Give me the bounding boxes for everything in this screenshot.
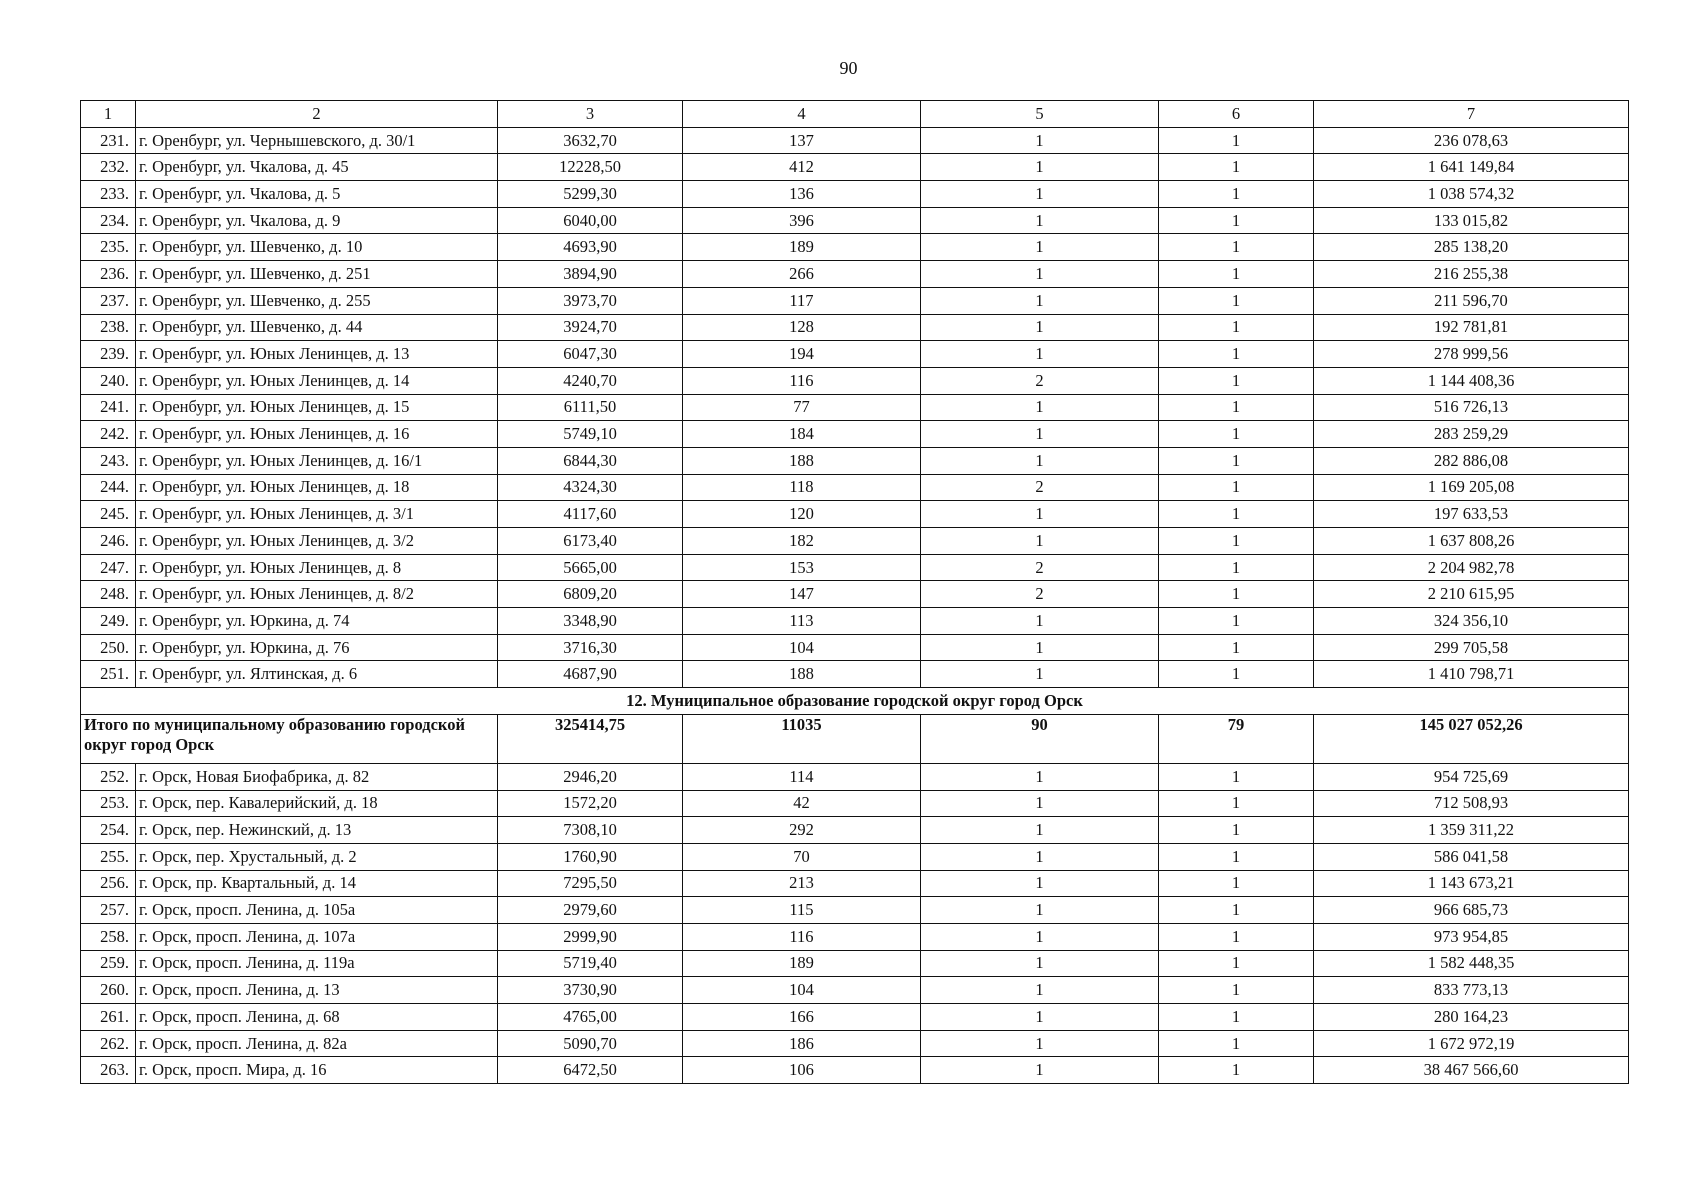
residents-cell: 147 bbox=[683, 581, 921, 608]
col-5-cell: 2 bbox=[921, 554, 1159, 581]
col-5-cell: 1 bbox=[921, 897, 1159, 924]
total-col-6: 79 bbox=[1159, 714, 1314, 763]
col-5-cell: 1 bbox=[921, 447, 1159, 474]
table-row bbox=[81, 608, 1629, 635]
table-row bbox=[81, 447, 1629, 474]
column-header: 1 bbox=[81, 101, 136, 128]
cost-cell: 1 038 574,32 bbox=[1314, 181, 1629, 208]
address-cell: г. Оренбург, ул. Юных Ленинцев, д. 18 bbox=[136, 474, 498, 501]
area-cell: 5749,10 bbox=[498, 421, 683, 448]
row-number-cell: 231. bbox=[81, 127, 136, 154]
residents-cell: 137 bbox=[683, 127, 921, 154]
cost-cell: 283 259,29 bbox=[1314, 421, 1629, 448]
col-5-cell: 1 bbox=[921, 661, 1159, 688]
col-5-cell: 2 bbox=[921, 474, 1159, 501]
row-number-cell: 256. bbox=[81, 870, 136, 897]
col-6-cell: 1 bbox=[1159, 234, 1314, 261]
page-number: 90 bbox=[839, 58, 858, 78]
address-cell: г. Орск, просп. Ленина, д. 119а bbox=[136, 950, 498, 977]
residents-cell: 186 bbox=[683, 1030, 921, 1057]
table-row bbox=[81, 634, 1629, 661]
area-cell: 4324,30 bbox=[498, 474, 683, 501]
address-cell: г. Оренбург, ул. Юных Ленинцев, д. 3/1 bbox=[136, 501, 498, 528]
address-cell: г. Оренбург, ул. Шевченко, д. 255 bbox=[136, 287, 498, 314]
total-label: Итого по муниципальному образованию городской округ город Орск bbox=[81, 714, 498, 763]
col-6-cell: 1 bbox=[1159, 207, 1314, 234]
table-row bbox=[81, 528, 1629, 555]
table-row bbox=[81, 181, 1629, 208]
row-number-cell: 257. bbox=[81, 897, 136, 924]
area-cell: 6472,50 bbox=[498, 1057, 683, 1084]
row-number-cell: 259. bbox=[81, 950, 136, 977]
col-6-cell: 1 bbox=[1159, 261, 1314, 288]
row-number-cell: 232. bbox=[81, 154, 136, 181]
table-row bbox=[81, 1057, 1629, 1084]
col-5-cell: 1 bbox=[921, 287, 1159, 314]
cost-cell: 712 508,93 bbox=[1314, 790, 1629, 817]
address-cell: г. Оренбург, ул. Юных Ленинцев, д. 8 bbox=[136, 554, 498, 581]
residents-cell: 153 bbox=[683, 554, 921, 581]
col-6-cell: 1 bbox=[1159, 367, 1314, 394]
row-number-cell: 261. bbox=[81, 1004, 136, 1031]
address-cell: г. Оренбург, ул. Чкалова, д. 5 bbox=[136, 181, 498, 208]
address-cell: г. Орск, пер. Нежинский, д. 13 bbox=[136, 817, 498, 844]
address-cell: г. Орск, просп. Ленина, д. 68 bbox=[136, 1004, 498, 1031]
column-header: 3 bbox=[498, 101, 683, 128]
area-cell: 5299,30 bbox=[498, 181, 683, 208]
row-number-cell: 253. bbox=[81, 790, 136, 817]
address-cell: г. Орск, просп. Ленина, д. 82а bbox=[136, 1030, 498, 1057]
residents-cell: 136 bbox=[683, 181, 921, 208]
col-6-cell: 1 bbox=[1159, 843, 1314, 870]
row-number-cell: 248. bbox=[81, 581, 136, 608]
table-row bbox=[81, 897, 1629, 924]
cost-cell: 216 255,38 bbox=[1314, 261, 1629, 288]
col-6-cell: 1 bbox=[1159, 154, 1314, 181]
address-cell: г. Оренбург, ул. Шевченко, д. 44 bbox=[136, 314, 498, 341]
residents-cell: 188 bbox=[683, 661, 921, 688]
area-cell: 6111,50 bbox=[498, 394, 683, 421]
address-cell: г. Оренбург, ул. Чкалова, д. 45 bbox=[136, 154, 498, 181]
cost-cell: 2 204 982,78 bbox=[1314, 554, 1629, 581]
cost-cell: 282 886,08 bbox=[1314, 447, 1629, 474]
col-6-cell: 1 bbox=[1159, 817, 1314, 844]
cost-cell: 2 210 615,95 bbox=[1314, 581, 1629, 608]
row-number-cell: 250. bbox=[81, 634, 136, 661]
column-header: 5 bbox=[921, 101, 1159, 128]
col-5-cell: 1 bbox=[921, 608, 1159, 635]
address-cell: г. Орск, просп. Ленина, д. 105а bbox=[136, 897, 498, 924]
col-6-cell: 1 bbox=[1159, 661, 1314, 688]
table-row bbox=[81, 977, 1629, 1004]
cost-cell: 236 078,63 bbox=[1314, 127, 1629, 154]
area-cell: 3894,90 bbox=[498, 261, 683, 288]
total-row bbox=[81, 714, 1629, 763]
area-cell: 2999,90 bbox=[498, 923, 683, 950]
address-cell: г. Орск, пер. Хрустальный, д. 2 bbox=[136, 843, 498, 870]
area-cell: 6047,30 bbox=[498, 341, 683, 368]
col-5-cell: 1 bbox=[921, 261, 1159, 288]
col-5-cell: 1 bbox=[921, 394, 1159, 421]
cost-cell: 1 359 311,22 bbox=[1314, 817, 1629, 844]
col-5-cell: 1 bbox=[921, 1057, 1159, 1084]
residents-cell: 194 bbox=[683, 341, 921, 368]
cost-cell: 1 637 808,26 bbox=[1314, 528, 1629, 555]
table-row bbox=[81, 261, 1629, 288]
row-number-cell: 234. bbox=[81, 207, 136, 234]
table-row bbox=[81, 207, 1629, 234]
area-cell: 4693,90 bbox=[498, 234, 683, 261]
address-cell: г. Орск, пер. Кавалерийский, д. 18 bbox=[136, 790, 498, 817]
cost-cell: 516 726,13 bbox=[1314, 394, 1629, 421]
col-6-cell: 1 bbox=[1159, 790, 1314, 817]
col-6-cell: 1 bbox=[1159, 950, 1314, 977]
cost-cell: 1 144 408,36 bbox=[1314, 367, 1629, 394]
table-row bbox=[81, 234, 1629, 261]
cost-cell: 278 999,56 bbox=[1314, 341, 1629, 368]
col-6-cell: 1 bbox=[1159, 127, 1314, 154]
col-5-cell: 1 bbox=[921, 528, 1159, 555]
area-cell: 6040,00 bbox=[498, 207, 683, 234]
table-row bbox=[81, 394, 1629, 421]
col-6-cell: 1 bbox=[1159, 870, 1314, 897]
total-area: 325414,75 bbox=[498, 714, 683, 763]
cost-cell: 280 164,23 bbox=[1314, 1004, 1629, 1031]
col-6-cell: 1 bbox=[1159, 897, 1314, 924]
area-cell: 6844,30 bbox=[498, 447, 683, 474]
row-number-cell: 245. bbox=[81, 501, 136, 528]
table-row bbox=[81, 341, 1629, 368]
col-5-cell: 2 bbox=[921, 367, 1159, 394]
col-5-cell: 1 bbox=[921, 1004, 1159, 1031]
address-cell: г. Орск, просп. Ленина, д. 13 bbox=[136, 977, 498, 1004]
area-cell: 5090,70 bbox=[498, 1030, 683, 1057]
area-cell: 6173,40 bbox=[498, 528, 683, 555]
address-cell: г. Орск, просп. Ленина, д. 107а bbox=[136, 923, 498, 950]
col-6-cell: 1 bbox=[1159, 501, 1314, 528]
area-cell: 7295,50 bbox=[498, 870, 683, 897]
cost-cell: 954 725,69 bbox=[1314, 763, 1629, 790]
address-cell: г. Оренбург, ул. Юных Ленинцев, д. 16/1 bbox=[136, 447, 498, 474]
residents-cell: 189 bbox=[683, 950, 921, 977]
area-cell: 3632,70 bbox=[498, 127, 683, 154]
residents-cell: 104 bbox=[683, 634, 921, 661]
cost-cell: 1 169 205,08 bbox=[1314, 474, 1629, 501]
col-5-cell: 1 bbox=[921, 181, 1159, 208]
cost-cell: 197 633,53 bbox=[1314, 501, 1629, 528]
area-cell: 12228,50 bbox=[498, 154, 683, 181]
row-number-cell: 238. bbox=[81, 314, 136, 341]
col-5-cell: 2 bbox=[921, 581, 1159, 608]
residents-cell: 166 bbox=[683, 1004, 921, 1031]
table-row bbox=[81, 1004, 1629, 1031]
residents-cell: 292 bbox=[683, 817, 921, 844]
col-6-cell: 1 bbox=[1159, 341, 1314, 368]
cost-cell: 1 672 972,19 bbox=[1314, 1030, 1629, 1057]
row-number-cell: 239. bbox=[81, 341, 136, 368]
col-5-cell: 1 bbox=[921, 154, 1159, 181]
col-6-cell: 1 bbox=[1159, 474, 1314, 501]
cost-cell: 973 954,85 bbox=[1314, 923, 1629, 950]
residents-cell: 116 bbox=[683, 923, 921, 950]
row-number-cell: 235. bbox=[81, 234, 136, 261]
col-5-cell: 1 bbox=[921, 843, 1159, 870]
row-number-cell: 237. bbox=[81, 287, 136, 314]
col-5-cell: 1 bbox=[921, 950, 1159, 977]
table-row bbox=[81, 661, 1629, 688]
area-cell: 3348,90 bbox=[498, 608, 683, 635]
row-number-cell: 242. bbox=[81, 421, 136, 448]
row-number-cell: 249. bbox=[81, 608, 136, 635]
residents-cell: 213 bbox=[683, 870, 921, 897]
col-5-cell: 1 bbox=[921, 977, 1159, 1004]
table-row bbox=[81, 421, 1629, 448]
row-number-cell: 233. bbox=[81, 181, 136, 208]
area-cell: 3924,70 bbox=[498, 314, 683, 341]
table-row bbox=[81, 950, 1629, 977]
col-6-cell: 1 bbox=[1159, 763, 1314, 790]
col-5-cell: 1 bbox=[921, 790, 1159, 817]
col-5-cell: 1 bbox=[921, 421, 1159, 448]
residents-cell: 412 bbox=[683, 154, 921, 181]
residents-cell: 42 bbox=[683, 790, 921, 817]
row-number-cell: 262. bbox=[81, 1030, 136, 1057]
col-6-cell: 1 bbox=[1159, 977, 1314, 1004]
col-5-cell: 1 bbox=[921, 634, 1159, 661]
row-number-cell: 260. bbox=[81, 977, 136, 1004]
residents-cell: 77 bbox=[683, 394, 921, 421]
table-row bbox=[81, 287, 1629, 314]
residents-cell: 117 bbox=[683, 287, 921, 314]
col-5-cell: 1 bbox=[921, 341, 1159, 368]
area-cell: 7308,10 bbox=[498, 817, 683, 844]
table-row bbox=[81, 501, 1629, 528]
address-cell: г. Орск, просп. Мира, д. 16 bbox=[136, 1057, 498, 1084]
col-5-cell: 1 bbox=[921, 314, 1159, 341]
area-cell: 4117,60 bbox=[498, 501, 683, 528]
residents-cell: 396 bbox=[683, 207, 921, 234]
area-cell: 2979,60 bbox=[498, 897, 683, 924]
col-5-cell: 1 bbox=[921, 127, 1159, 154]
address-cell: г. Оренбург, ул. Шевченко, д. 251 bbox=[136, 261, 498, 288]
address-cell: г. Оренбург, ул. Юных Ленинцев, д. 14 bbox=[136, 367, 498, 394]
residents-cell: 189 bbox=[683, 234, 921, 261]
address-cell: г. Оренбург, ул. Юных Ленинцев, д. 15 bbox=[136, 394, 498, 421]
area-cell: 5719,40 bbox=[498, 950, 683, 977]
area-cell: 3973,70 bbox=[498, 287, 683, 314]
col-5-cell: 1 bbox=[921, 207, 1159, 234]
col-5-cell: 1 bbox=[921, 870, 1159, 897]
col-6-cell: 1 bbox=[1159, 394, 1314, 421]
col-5-cell: 1 bbox=[921, 501, 1159, 528]
row-number-cell: 251. bbox=[81, 661, 136, 688]
cost-cell: 192 781,81 bbox=[1314, 314, 1629, 341]
table-row bbox=[81, 1030, 1629, 1057]
cost-cell: 1 582 448,35 bbox=[1314, 950, 1629, 977]
area-cell: 4687,90 bbox=[498, 661, 683, 688]
address-cell: г. Орск, Новая Биофабрика, д. 82 bbox=[136, 763, 498, 790]
cost-cell: 133 015,82 bbox=[1314, 207, 1629, 234]
address-cell: г. Оренбург, ул. Юных Ленинцев, д. 13 bbox=[136, 341, 498, 368]
cost-cell: 1 410 798,71 bbox=[1314, 661, 1629, 688]
residents-cell: 118 bbox=[683, 474, 921, 501]
col-6-cell: 1 bbox=[1159, 528, 1314, 555]
row-number-cell: 241. bbox=[81, 394, 136, 421]
address-cell: г. Оренбург, ул. Юных Ленинцев, д. 16 bbox=[136, 421, 498, 448]
total-col-5: 90 bbox=[921, 714, 1159, 763]
row-number-cell: 255. bbox=[81, 843, 136, 870]
col-6-cell: 1 bbox=[1159, 554, 1314, 581]
address-cell: г. Оренбург, ул. Юркина, д. 74 bbox=[136, 608, 498, 635]
register-table bbox=[80, 100, 1629, 1084]
table-row bbox=[81, 127, 1629, 154]
area-cell: 1760,90 bbox=[498, 843, 683, 870]
table-row bbox=[81, 763, 1629, 790]
area-cell: 4765,00 bbox=[498, 1004, 683, 1031]
area-cell: 5665,00 bbox=[498, 554, 683, 581]
cost-cell: 285 138,20 bbox=[1314, 234, 1629, 261]
cost-cell: 299 705,58 bbox=[1314, 634, 1629, 661]
cost-cell: 586 041,58 bbox=[1314, 843, 1629, 870]
cost-cell: 211 596,70 bbox=[1314, 287, 1629, 314]
cost-cell: 833 773,13 bbox=[1314, 977, 1629, 1004]
cost-cell: 1 143 673,21 bbox=[1314, 870, 1629, 897]
row-number-cell: 252. bbox=[81, 763, 136, 790]
section-title: 12. Муниципальное образование городской округ город Орск bbox=[81, 688, 1629, 715]
residents-cell: 188 bbox=[683, 447, 921, 474]
table-row bbox=[81, 923, 1629, 950]
row-number-cell: 240. bbox=[81, 367, 136, 394]
row-number-cell: 263. bbox=[81, 1057, 136, 1084]
residents-cell: 266 bbox=[683, 261, 921, 288]
cost-cell: 966 685,73 bbox=[1314, 897, 1629, 924]
col-6-cell: 1 bbox=[1159, 1057, 1314, 1084]
residents-cell: 184 bbox=[683, 421, 921, 448]
column-header: 6 bbox=[1159, 101, 1314, 128]
col-5-cell: 1 bbox=[921, 923, 1159, 950]
address-cell: г. Оренбург, ул. Ялтинская, д. 6 bbox=[136, 661, 498, 688]
area-cell: 6809,20 bbox=[498, 581, 683, 608]
column-header-row bbox=[81, 101, 1629, 128]
residents-cell: 113 bbox=[683, 608, 921, 635]
cost-cell: 1 641 149,84 bbox=[1314, 154, 1629, 181]
col-6-cell: 1 bbox=[1159, 287, 1314, 314]
table-row bbox=[81, 154, 1629, 181]
row-number-cell: 243. bbox=[81, 447, 136, 474]
residents-cell: 70 bbox=[683, 843, 921, 870]
residents-cell: 182 bbox=[683, 528, 921, 555]
table-row bbox=[81, 554, 1629, 581]
row-number-cell: 236. bbox=[81, 261, 136, 288]
col-6-cell: 1 bbox=[1159, 634, 1314, 661]
col-6-cell: 1 bbox=[1159, 421, 1314, 448]
col-6-cell: 1 bbox=[1159, 1030, 1314, 1057]
residents-cell: 114 bbox=[683, 763, 921, 790]
col-5-cell: 1 bbox=[921, 1030, 1159, 1057]
residents-cell: 120 bbox=[683, 501, 921, 528]
section-heading-row bbox=[81, 688, 1629, 715]
residents-cell: 115 bbox=[683, 897, 921, 924]
area-cell: 3716,30 bbox=[498, 634, 683, 661]
col-5-cell: 1 bbox=[921, 234, 1159, 261]
area-cell: 4240,70 bbox=[498, 367, 683, 394]
col-6-cell: 1 bbox=[1159, 608, 1314, 635]
col-5-cell: 1 bbox=[921, 763, 1159, 790]
cost-cell: 38 467 566,60 bbox=[1314, 1057, 1629, 1084]
col-6-cell: 1 bbox=[1159, 181, 1314, 208]
address-cell: г. Оренбург, ул. Чернышевского, д. 30/1 bbox=[136, 127, 498, 154]
table-row bbox=[81, 870, 1629, 897]
residents-cell: 106 bbox=[683, 1057, 921, 1084]
table-row bbox=[81, 790, 1629, 817]
row-number-cell: 258. bbox=[81, 923, 136, 950]
table-body bbox=[81, 101, 1629, 1084]
address-cell: г. Оренбург, ул. Шевченко, д. 10 bbox=[136, 234, 498, 261]
table-row bbox=[81, 314, 1629, 341]
row-number-cell: 254. bbox=[81, 817, 136, 844]
row-number-cell: 246. bbox=[81, 528, 136, 555]
total-cost: 145 027 052,26 bbox=[1314, 714, 1629, 763]
residents-cell: 116 bbox=[683, 367, 921, 394]
address-cell: г. Оренбург, ул. Юркина, д. 76 bbox=[136, 634, 498, 661]
area-cell: 2946,20 bbox=[498, 763, 683, 790]
total-residents: 11035 bbox=[683, 714, 921, 763]
address-cell: г. Оренбург, ул. Чкалова, д. 9 bbox=[136, 207, 498, 234]
table-row bbox=[81, 581, 1629, 608]
address-cell: г. Оренбург, ул. Юных Ленинцев, д. 3/2 bbox=[136, 528, 498, 555]
column-header: 4 bbox=[683, 101, 921, 128]
row-number-cell: 244. bbox=[81, 474, 136, 501]
table-row bbox=[81, 474, 1629, 501]
col-6-cell: 1 bbox=[1159, 1004, 1314, 1031]
col-6-cell: 1 bbox=[1159, 314, 1314, 341]
area-cell: 1572,20 bbox=[498, 790, 683, 817]
cost-cell: 324 356,10 bbox=[1314, 608, 1629, 635]
row-number-cell: 247. bbox=[81, 554, 136, 581]
col-6-cell: 1 bbox=[1159, 923, 1314, 950]
column-header: 7 bbox=[1314, 101, 1629, 128]
col-5-cell: 1 bbox=[921, 817, 1159, 844]
table-row bbox=[81, 817, 1629, 844]
area-cell: 3730,90 bbox=[498, 977, 683, 1004]
address-cell: г. Оренбург, ул. Юных Ленинцев, д. 8/2 bbox=[136, 581, 498, 608]
residents-cell: 104 bbox=[683, 977, 921, 1004]
table-row bbox=[81, 843, 1629, 870]
col-6-cell: 1 bbox=[1159, 581, 1314, 608]
residents-cell: 128 bbox=[683, 314, 921, 341]
address-cell: г. Орск, пр. Квартальный, д. 14 bbox=[136, 870, 498, 897]
column-header: 2 bbox=[136, 101, 498, 128]
col-6-cell: 1 bbox=[1159, 447, 1314, 474]
table-row bbox=[81, 367, 1629, 394]
